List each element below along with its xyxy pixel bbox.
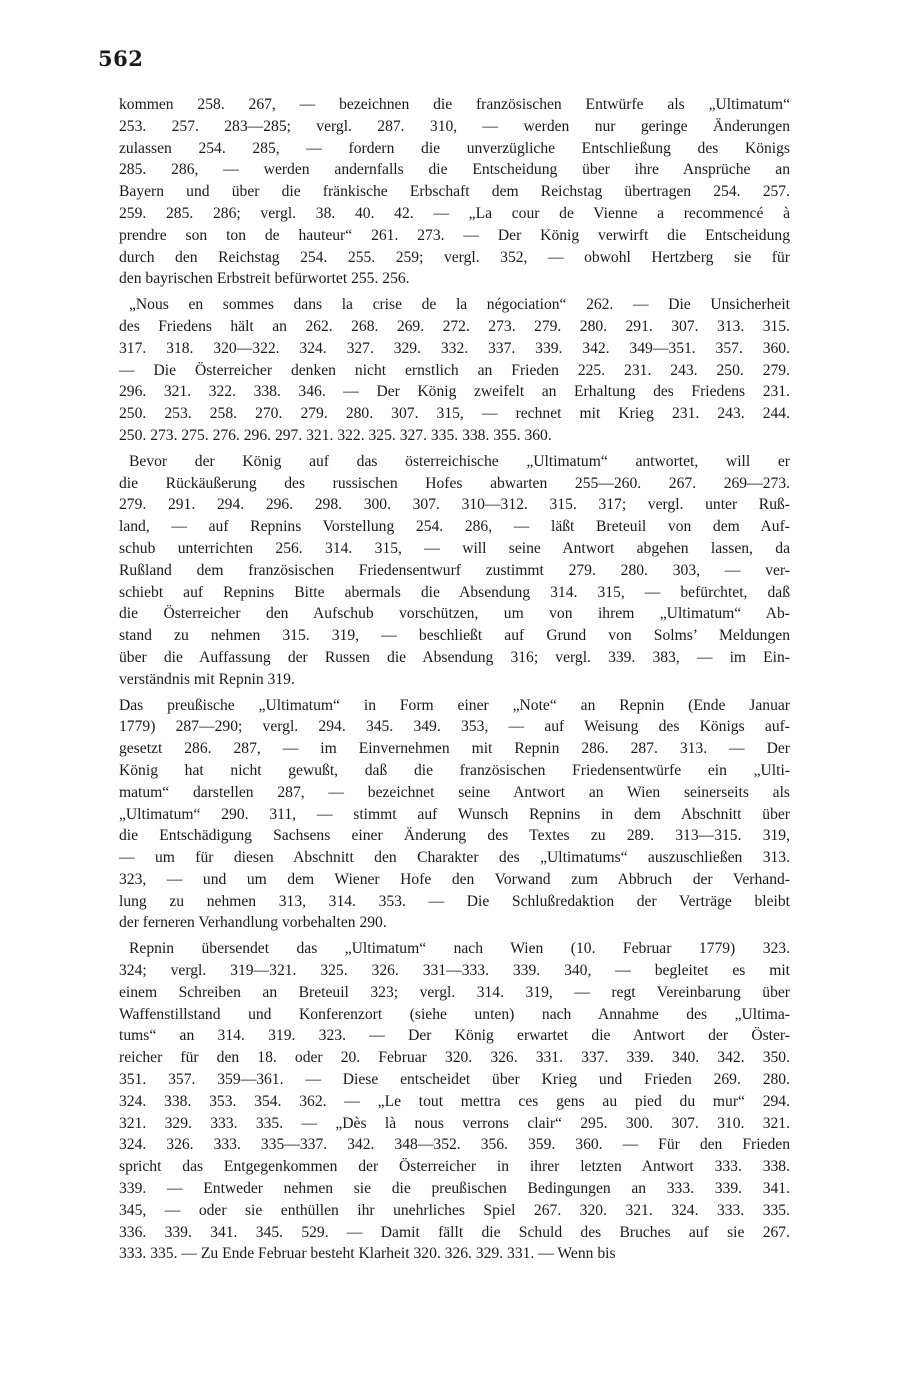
text-line: stand zu nehmen 315. 319, — beschließt auf Grund von Solms’ Meldungen xyxy=(119,627,790,645)
text-line: Rußland dem französischen Friedensentwurf zustimmt 279. 280. 303, — ver- xyxy=(119,561,790,579)
text-line: gesetzt 286. 287, — im Einvernehmen mit Repnin 286. 287. 313. — Der xyxy=(119,740,790,758)
text-line: 324. 338. 353. 354. 362. — „Le tout mettra ces gens au pied du mur“ 294. xyxy=(119,1092,790,1110)
text-line: reicher für den 18. oder 20. Februar 320. 326. 331. 337. 339. 340. 342. 350. xyxy=(119,1049,790,1067)
text-line: „Ultimatum“ 290. 311, — stimmt auf Wunsch Repnins in dem Abschnitt über xyxy=(119,805,790,823)
text-line: 339. — Entweder nehmen sie die preußischen Bedingungen an 333. 339. 341. xyxy=(119,1180,790,1198)
text-line: „Nous en sommes dans la crise de la négociation“ 262. — Die Unsicherheit xyxy=(129,296,790,314)
text-line: matum“ darstellen 287, — bezeichnet seine Antwort an Wien seinerseits als xyxy=(119,783,790,801)
text-line: einem Schreiben an Breteuil 323; vergl. 314. 319, — regt Vereinbarung über xyxy=(119,983,790,1001)
text-line: 253. 257. 283—285; vergl. 287. 310, — werden nur geringe Änderungen xyxy=(119,117,790,135)
text-line: tums“ an 314. 319. 323. — Der König erwartet die Antwort der Öster- xyxy=(119,1027,790,1045)
index-paragraph xyxy=(119,451,790,691)
text-line: 285. 286, — werden andernfalls die Entscheidung über ihre Ansprüche an xyxy=(119,161,790,179)
text-line: Das preußische „Ultimatum“ in Form einer „Note“ an Repnin (Ende Januar xyxy=(119,696,790,714)
text-line: Waffenstillstand und Konferenzort (siehe unten) nach Annahme des „Ultima- xyxy=(119,1005,790,1023)
text-line: zulassen 254. 285, — fordern die unverzügliche Entschließung des Königs xyxy=(119,139,790,157)
text-line: land, — auf Repnins Vorstellung 254. 286, — läßt Breteuil von dem Auf- xyxy=(119,518,790,536)
text-line: — Die Österreicher denken nicht ernstlich an Frieden 225. 231. 243. 250. 279. xyxy=(119,361,790,379)
text-line: die Rückäußerung des russischen Hofes abwarten 255—260. 267. 269—273. xyxy=(119,474,790,492)
text-line: 351. 357. 359—361. — Diese entscheidet über Krieg und Frieden 269. 280. xyxy=(119,1071,790,1089)
text-line: Bevor der König auf das österreichische „Ultimatum“ antwortet, will er xyxy=(129,452,790,470)
text-line: des Friedens hält an 262. 268. 269. 272. 273. 279. 280. 291. 307. 313. 315. xyxy=(119,317,790,335)
text-line: die Österreicher den Aufschub vorschützen, um von ihrem „Ultimatum“ Ab- xyxy=(119,605,790,623)
text-line: König hat nicht gewußt, daß die französischen Friedensentwürfe ein „Ulti- xyxy=(119,761,790,779)
text-line: kommen 258. 267, — bezeichnen die französischen Entwürfe als „Ultimatum“ xyxy=(119,96,790,113)
text-line: 250. 273. 275. 276. 296. 297. 321. 322. 325. 327. 335. 338. 355. 360. xyxy=(119,426,552,444)
text-line: die Entschädigung Sachsens einer Änderung des Textes zu 289. 313—315. 319, xyxy=(119,827,790,845)
text-line: 324; vergl. 319—321. 325. 326. 331—333. 339. 340, — begleitet es mit xyxy=(119,962,790,980)
text-line: 317. 318. 320—322. 324. 327. 329. 332. 337. 339. 342. 349—351. 357. 360. xyxy=(119,339,790,357)
text-line: Bayern und über die fränkische Erbschaft dem Reichstag übertragen 254. 257. xyxy=(119,183,790,201)
text-line: spricht das Entgegenkommen der Österreicher in ihrer letzten Antwort 333. 338. xyxy=(119,1158,790,1176)
text-line: 321. 329. 333. 335. — „Dès là nous verrons clair“ 295. 300. 307. 310. 321. xyxy=(119,1114,790,1132)
text-line: 333. 335. — Zu Ende Februar besteht Klarheit 320. 326. 329. 331. — Wenn bis xyxy=(119,1245,616,1263)
text-line: 324. 326. 333. 335—337. 342. 348—352. 356. 359. 360. — Für den Frieden xyxy=(119,1136,790,1154)
text-line: schub unterrichten 256. 314. 315, — will seine Antwort abgehen lassen, da xyxy=(119,539,790,557)
text-line: 1779) 287—290; vergl. 294. 345. 349. 353, — auf Weisung des Königs auf- xyxy=(119,718,790,736)
text-line: 250. 253. 258. 270. 279. 280. 307. 315, — rechnet mit Krieg 231. 243. 244. xyxy=(119,405,790,423)
text-line: schiebt auf Repnins Bitte abermals die Absendung 314. 315, — befürchtet, daß xyxy=(119,583,790,601)
text-line: 296. 321. 322. 338. 346. — Der König zweifelt an Erhaltung des Friedens 231. xyxy=(119,383,790,401)
text-line: der ferneren Verhandlung vorbehalten 290. xyxy=(119,914,387,932)
index-paragraph xyxy=(119,294,790,447)
text-line: 259. 285. 286; vergl. 38. 40. 42. — „La cour de Vienne a recommencé à xyxy=(119,204,790,222)
text-line: 336. 339. 341. 345. 529. — Damit fällt die Schuld des Bruches auf sie 267. xyxy=(119,1223,790,1241)
index-paragraph xyxy=(119,94,790,290)
text-line: über die Auffassung der Russen die Absendung 316; vergl. 339. 383, — im Ein- xyxy=(119,648,790,666)
index-paragraph xyxy=(119,938,790,1265)
text-line: — um für diesen Abschnitt den Charakter des „Ultimatums“ auszuschließen 313. xyxy=(119,849,790,867)
text-line: Repnin übersendet das „Ultimatum“ nach Wien (10. Februar 1779) 323. xyxy=(129,940,790,958)
text-line: 323, — und um dem Wiener Hofe den Vorwand zum Abbruch der Verhand- xyxy=(119,870,790,888)
index-paragraph xyxy=(119,695,790,935)
page-number: 562 xyxy=(98,46,144,71)
text-line: prendre son ton de hauteur“ 261. 273. — Der König verwirft die Entscheidung xyxy=(119,226,790,244)
text-line: verständnis mit Repnin 319. xyxy=(119,670,295,688)
text-line: den bayrischen Erbstreit befürwortet 255. 256. xyxy=(119,270,410,288)
text-line: lung zu nehmen 313, 314. 353. — Die Schlußredaktion der Verträge bleibt xyxy=(119,892,790,910)
text-line: durch den Reichstag 254. 255. 259; vergl. 352, — obwohl Hertzberg sie für xyxy=(119,248,790,266)
text-line: 345, — oder sie enthüllen ihr unehrliches Spiel 267. 320. 321. 324. 333. 335. xyxy=(119,1201,790,1219)
text-line: 279. 291. 294. 296. 298. 300. 307. 310—312. 315. 317; vergl. unter Ruß- xyxy=(119,496,790,514)
index-text-block xyxy=(119,94,790,1269)
